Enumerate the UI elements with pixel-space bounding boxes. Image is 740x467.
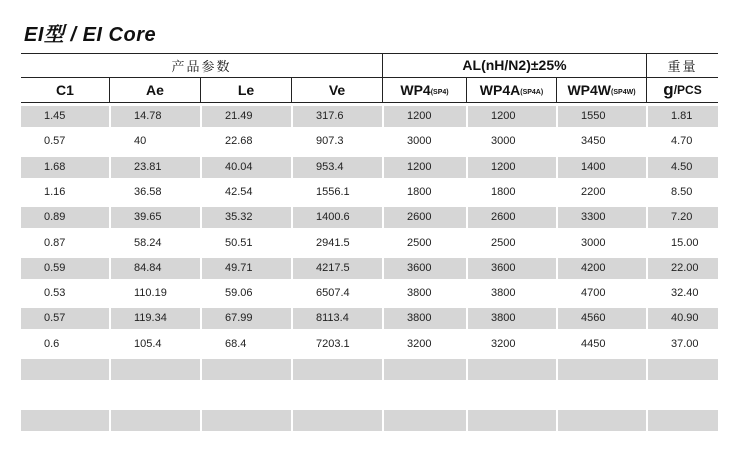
cell-wp4w (558, 410, 646, 431)
col-header-wp4-sub: (SP4) (430, 88, 449, 96)
col-header-le-label: Le (237, 82, 255, 98)
cell-wp4w: 2200 (581, 185, 606, 198)
cell-le: 67.99 (202, 308, 291, 329)
col-header-c1-label: C1 (56, 82, 74, 98)
cell-c1 (21, 384, 109, 405)
cell-weight: 8.50 (671, 185, 693, 198)
cell-ae: 84.84 (111, 258, 200, 279)
col-header-le (200, 78, 291, 102)
cell-wp4a (468, 384, 556, 405)
cell-wp4w: 4700 (581, 287, 606, 300)
cell-ae (111, 410, 200, 431)
cell-ve: 953.4 (293, 157, 382, 178)
cell-le: 35.32 (202, 207, 291, 228)
cell-le: 50.51 (225, 236, 253, 249)
header-column-row (21, 78, 718, 102)
cell-c1: 0.89 (21, 207, 109, 228)
cell-wp4a: 3600 (468, 258, 556, 279)
cell-ve: 7203.1 (316, 337, 350, 350)
cell-ae: 23.81 (111, 157, 200, 178)
cell-ae: 110.19 (134, 287, 167, 300)
cell-wp4w: 3000 (581, 236, 606, 249)
cell-le: 21.49 (202, 106, 291, 127)
table-row (21, 410, 718, 431)
cell-ve: 8113.4 (293, 308, 382, 329)
col-header-ae (109, 78, 200, 102)
cell-weight: 4.50 (648, 157, 718, 178)
cell-wp4w: 4450 (581, 337, 606, 350)
table-row (21, 131, 718, 152)
col-header-wp4a-sub: (SP4A) (520, 88, 544, 96)
cell-wp4: 1200 (384, 106, 466, 127)
cell-wp4w: 3300 (558, 207, 646, 228)
header-bottom-border (21, 102, 718, 103)
col-header-ve (291, 78, 382, 102)
cell-weight (648, 359, 718, 380)
col-header-wp4w-label: WP4W (567, 82, 612, 98)
col-header-ae-label: Ae (146, 82, 164, 98)
cell-weight: 7.20 (648, 207, 718, 228)
cell-c1 (21, 410, 109, 431)
cell-wp4a: 3000 (491, 135, 516, 148)
cell-wp4: 3000 (407, 135, 432, 148)
header-al-group (382, 53, 646, 77)
cell-le: 22.68 (225, 135, 253, 148)
table-row (21, 334, 718, 355)
page-title (24, 18, 156, 47)
header-weight-cn-label: 重量 (667, 59, 698, 75)
cell-wp4a: 1800 (491, 185, 516, 198)
cell-weight: 37.00 (671, 337, 699, 350)
cell-wp4: 3600 (384, 258, 466, 279)
cell-ae: 39.65 (111, 207, 200, 228)
cell-wp4: 1200 (384, 157, 466, 178)
cell-ae: 58.24 (134, 236, 162, 249)
cell-c1: 1.45 (21, 106, 109, 127)
cell-wp4a: 2600 (468, 207, 556, 228)
table-row (21, 182, 718, 203)
cell-ae: 14.78 (111, 106, 200, 127)
cell-wp4w: 3450 (581, 135, 606, 148)
header-product-params-label: 产品参数 (171, 59, 232, 75)
cell-wp4a: 1200 (468, 157, 556, 178)
cell-le: 42.54 (225, 185, 253, 198)
col-header-wp4-label: WP4 (400, 82, 431, 98)
col-header-ve-label: Ve (328, 82, 346, 98)
cell-wp4: 2500 (407, 236, 432, 249)
cell-weight: 32.40 (671, 287, 699, 300)
cell-ae: 105.4 (134, 337, 162, 350)
cell-weight: 4.70 (671, 135, 693, 148)
cell-wp4: 2600 (384, 207, 466, 228)
cell-weight: 40.90 (648, 308, 718, 329)
cell-c1: 0.53 (44, 287, 66, 300)
table-row (21, 283, 718, 304)
cell-wp4a: 1200 (468, 106, 556, 127)
cell-wp4a: 3800 (468, 308, 556, 329)
cell-weight: 15.00 (671, 236, 699, 249)
title-prefix: EI (24, 24, 44, 46)
cell-c1: 0.59 (21, 258, 109, 279)
header-weight-cn (646, 53, 718, 77)
cell-wp4 (384, 410, 466, 431)
title-cjk: 型 (43, 22, 65, 46)
cell-ve: 4217.5 (293, 258, 382, 279)
cell-c1: 0.57 (21, 308, 109, 329)
header-al-label: AL(nH/N2)±25% (462, 57, 567, 73)
cell-le (202, 410, 291, 431)
cell-wp4w: 1550 (558, 106, 646, 127)
col-header-wp4a (466, 78, 556, 102)
cell-wp4w (558, 384, 646, 405)
cell-ae: 36.58 (134, 185, 162, 198)
cell-c1 (21, 359, 109, 380)
cell-c1: 0.6 (44, 337, 60, 350)
table-row (21, 157, 718, 178)
cell-c1: 0.87 (44, 236, 66, 249)
col-header-wp4 (382, 78, 466, 102)
cell-weight (648, 410, 718, 431)
cell-wp4w: 4560 (558, 308, 646, 329)
cell-wp4: 3200 (407, 337, 432, 350)
cell-wp4: 3800 (384, 308, 466, 329)
cell-weight: 22.00 (648, 258, 718, 279)
cell-wp4: 1800 (407, 185, 432, 198)
col-header-wp4w (556, 78, 646, 102)
cell-weight (648, 384, 718, 405)
col-header-wp4w-sub: (SP4W) (611, 88, 636, 96)
cell-le: 68.4 (225, 337, 247, 350)
cell-c1: 1.68 (21, 157, 109, 178)
cell-le: 49.71 (202, 258, 291, 279)
col-header-weight-g: g (663, 80, 674, 99)
cell-ve: 1400.6 (293, 207, 382, 228)
cell-ve (293, 384, 382, 405)
cell-wp4a (468, 410, 556, 431)
table-row (21, 106, 718, 127)
cell-wp4a (468, 359, 556, 380)
cell-ae (111, 359, 200, 380)
cell-ve: 6507.4 (316, 287, 350, 300)
header-group-row (21, 53, 718, 77)
cell-wp4 (384, 359, 466, 380)
cell-wp4a: 3800 (491, 287, 516, 300)
cell-ve: 907.3 (316, 135, 344, 148)
cell-ve: 2941.5 (316, 236, 350, 249)
cell-wp4w: 4200 (558, 258, 646, 279)
table-row (21, 359, 718, 380)
cell-c1: 1.16 (44, 185, 66, 198)
cell-ae: 40 (134, 135, 147, 148)
cell-le (202, 384, 291, 405)
cell-le: 59.06 (225, 287, 253, 300)
cell-wp4a: 2500 (491, 236, 516, 249)
table-row (21, 233, 718, 254)
header-product-params (21, 53, 382, 77)
cell-ve (293, 359, 382, 380)
col-header-weight-unit: /PCS (673, 83, 702, 97)
cell-wp4w: 1400 (558, 157, 646, 178)
table-row (21, 308, 718, 329)
cell-le (202, 359, 291, 380)
cell-le: 40.04 (202, 157, 291, 178)
title-suffix: / EI Core (64, 24, 157, 46)
cell-wp4w (558, 359, 646, 380)
col-header-wp4a-label: WP4A (479, 82, 521, 98)
table-row (21, 258, 718, 279)
col-header-weight (646, 78, 718, 102)
cell-weight: 1.81 (648, 106, 718, 127)
cell-ae (111, 384, 200, 405)
cell-wp4 (384, 384, 466, 405)
table-row (21, 207, 718, 228)
cell-wp4: 3800 (407, 287, 432, 300)
cell-ve: 317.6 (293, 106, 382, 127)
cell-c1: 0.57 (44, 135, 66, 148)
cell-ve (293, 410, 382, 431)
cell-ve: 1556.1 (316, 185, 350, 198)
cell-ae: 119.34 (111, 308, 200, 329)
table-row (21, 384, 718, 405)
cell-wp4a: 3200 (491, 337, 516, 350)
col-header-c1 (21, 78, 109, 102)
